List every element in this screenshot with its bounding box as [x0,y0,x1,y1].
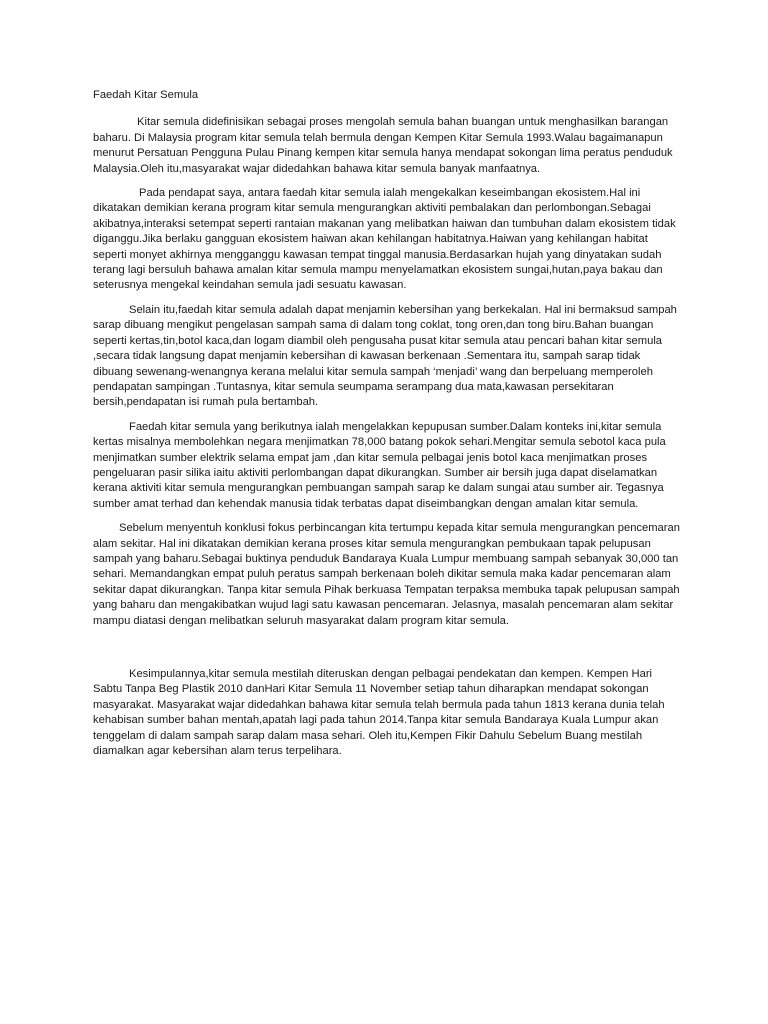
paragraph-ecosystem: Pada pendapat saya, antara faedah kitar semula ialah mengekalkan keseimbangan ekosistem.Hal ini dikatakan demikian kerana program kitar semula mengurangkan aktiviti pembalakan dan perlombongan.Sebagai akibatnya,interaksi setempat seperti rantaian makanan yang melibatkan haiwan dan tumbuhan dalam ekosistem tidak diganggu.Jika berlaku gangguan ekosistem haiwan akan kehilangan habitatnya.Haiwan yang kehilangan habitat seperti monyet akhirnya mengganggu kawasan tempat tinggal manusia.Berdasarkan hujah yang dinyatakan sudah terang lagi bersuluh bahawa amalan kitar semula mampu menyelamatkan ekosistem sungai,hutan,paya bakau dan seterusnya mengekal keindahan semula jadi sesuatu kawasan. [93,187,676,292]
paragraph-conclusion: Kesimpulannya,kitar semula mestilah diteruskan dengan pelbagai pendekatan dan kempen. Kempen Hari Sabtu Tanpa Beg Plastik 2010 danHari Kitar Semula 11 November setiap tahun diharapkan mendapat sokongan masyarakat. Masyarakat wajar didedahkan bahawa kitar semula telah bermula pada tahun 1813 kerana dunia telah kehabisan sumber bahan mentah,apatah lagi pada tahun 2014.Tanpa kitar semula Bandaraya Kuala Lumpur akan tenggelam di dalam sampah sarap dalam masa sehari. Oleh itu,Kempen Fikir Dahulu Sebelum Buang mestilah diamalkan agar kebersihan alam terus terpelihara. [93,668,665,758]
document-body [93,88,683,768]
paragraph-introduction: Kitar semula didefinisikan sebagai proses mengolah semula bahan buangan untuk menghasilkan barangan baharu. Di Malaysia program kitar semula telah bermula dengan Kempen Kitar Semula 1993.Walau bagaimanapun menurut Persatuan Pengguna Pulau Pinang kempen kitar semula hanya mendapat sokongan lima peratus penduduk Malaysia.Oleh itu,masyarakat wajar didedahkan bahawa kitar semula banyak manfaatnya. [93,116,673,175]
paragraph-resources: Faedah kitar semula yang berikutnya ialah mengelakkan kepupusan sumber.Dalam konteks ini,kitar semula kertas misalnya membolehkan negara menjimatkan 78,000 batang pokok sehari.Mengitar semula sebotol kaca pula menjimatkan sumber elektrik selama empat jam ,dan kitar semula pelbagai jenis botol kaca menjimatkan proses pengeluaran pasir silika iaitu aktiviti perlombangan dapat dikurangkan. Sumber air bersih juga dapat diselamatkan kerana aktiviti kitar semula mengurangkan pembuangan sampah sarap ke dalam sungai atau sumber air. Tegasnya sumber amat terhad dan kehendak manusia tidak terbatas dapat diseimbangkan dengan amalan kitar semula. [93,420,666,510]
paragraph-cleanliness: Selain itu,faedah kitar semula adalah dapat menjamin kebersihan yang berkekalan. Hal ini bermaksud sampah sarap dibuang mengikut pengelasan sampah sama di dalam tong coklat, tong oren,dan tong biru.Bahan buangan seperti kertas,tin,botol kaca,dan logam diambil oleh pengusaha pusat kitar semula atau pencari bahan kitar semula ,secara tidak langsung dapat menjamin kebersihan di kawasan berkenaan .Sementara itu, sampah sarap tidak dibuang sewenang-wenangnya kerana melalui kitar semula sampah ‘menjadi’ wang dan berpeluang memperoleh pendapatan sampingan .Tuntasnya, kitar semula seumpama serampang dua mata,kawasan persekitaran bersih,pendapatan isi rumah pula bertambah. [93,303,677,409]
paragraph-pollution: Sebelum menyentuh konklusi fokus perbincangan kita tertumpu kepada kitar semula mengurangkan pencemaran alam sekitar. Hal ini dikatakan demikian kerana proses kitar semula mengurangkan pembukaan tapak pelupusan sampah yang baharu.Sebagai buktinya penduduk Bandaraya Kuala Lumpur membuang sampah sebanyak 30,000 tan sehari. Memandangkan empat puluh peratus sampah berkenaan boleh dikitar semula maka kadar pencemaran alam sekitar dapat dikurangkan. Tanpa kitar semula Pihak berkuasa Tempatan terpaksa membuka tapak pelupusan sampah yang baharu dan mengakibatkan wujud lagi satu kawasan pencemaran. Jelasnya, masalah pencemaran alam sekitar mampu diatasi dengan melibatkan seluruh masyarakat dalam program kitar semula. [93,522,680,627]
document-title: Faedah Kitar Semula [93,89,199,101]
